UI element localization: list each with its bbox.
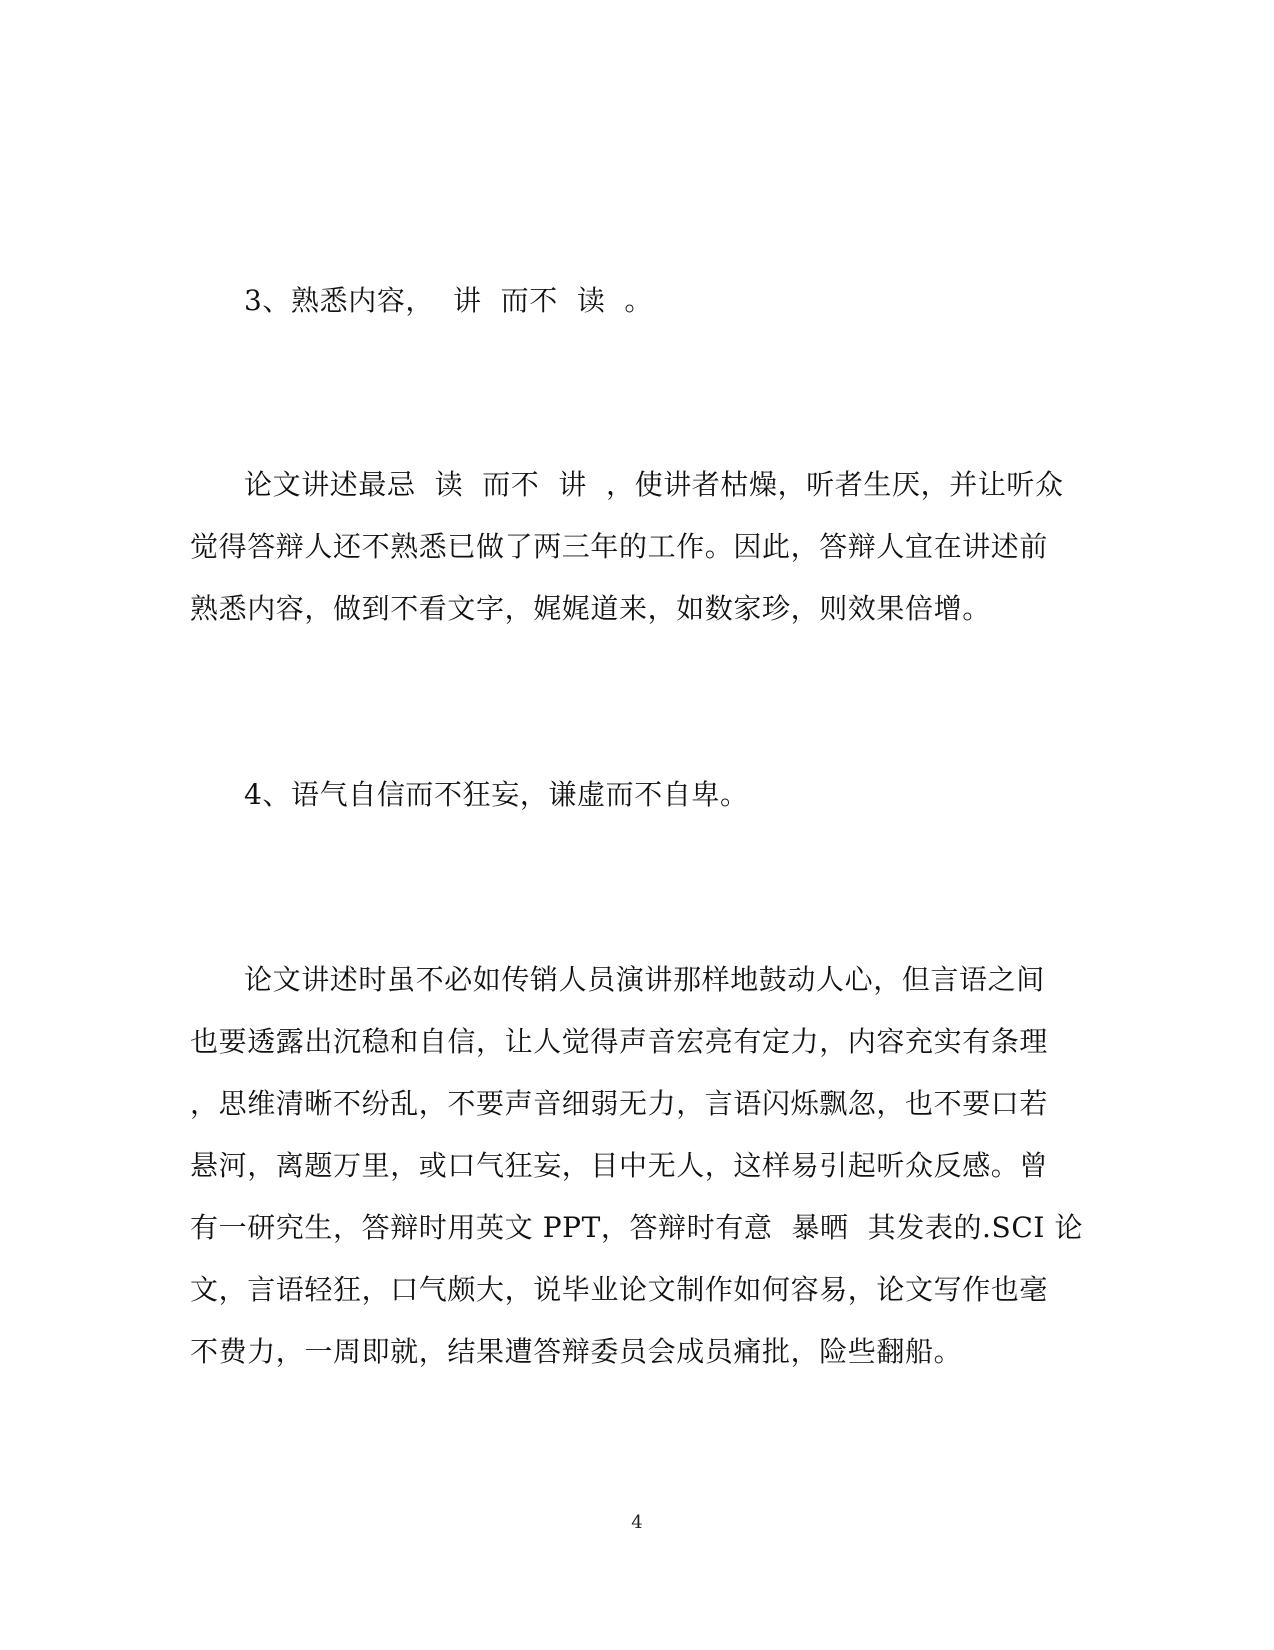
page-number: 4 [631, 1512, 643, 1533]
paragraph-line: 论文讲述时虽不必如传销人员演讲那样地鼓动人心，但言语之间 [244, 963, 1045, 996]
paragraph-line: 文，言语轻狂，口气颇大，说毕业论文制作如何容易，论文写作也毫 [190, 1273, 1049, 1306]
paragraph-line: 也要透露出沉稳和自信，让人觉得声音宏亮有定力，内容充实有条理 [190, 1025, 1049, 1058]
section-heading-4: 4、语气自信而不狂妄，谦虚而不自卑。 [244, 778, 749, 811]
paragraph-line: 有一研究生，答辩时用英文 PPT，答辩时有意 暴晒 其发表的.SCI 论 [190, 1211, 1084, 1244]
paragraph-line: 觉得答辩人还不熟悉已做了两三年的工作。因此，答辩人宜在讲述前 [190, 530, 1049, 563]
paragraph-line: 论文讲述最忌 读 而不 讲 ，使讲者枯燥，听者生厌，并让听众 [244, 468, 1064, 501]
paragraph-line: ，思维清晰不纷乱，不要声音细弱无力，言语闪烁飘忽，也不要口若 [190, 1087, 1049, 1120]
paragraph-line: 熟悉内容，做到不看文字，娓娓道来，如数家珍，则效果倍增。 [190, 592, 991, 625]
paragraph-line: 悬河，离题万里，或口气狂妄，目中无人，这样易引起听众反感。曾 [190, 1149, 1049, 1182]
paragraph-line: 不费力，一周即就，结果遭答辩委员会成员痛批，险些翻船。 [190, 1335, 963, 1368]
section-heading-3: 3、熟悉内容， 讲 而不 读 。 [244, 284, 654, 317]
